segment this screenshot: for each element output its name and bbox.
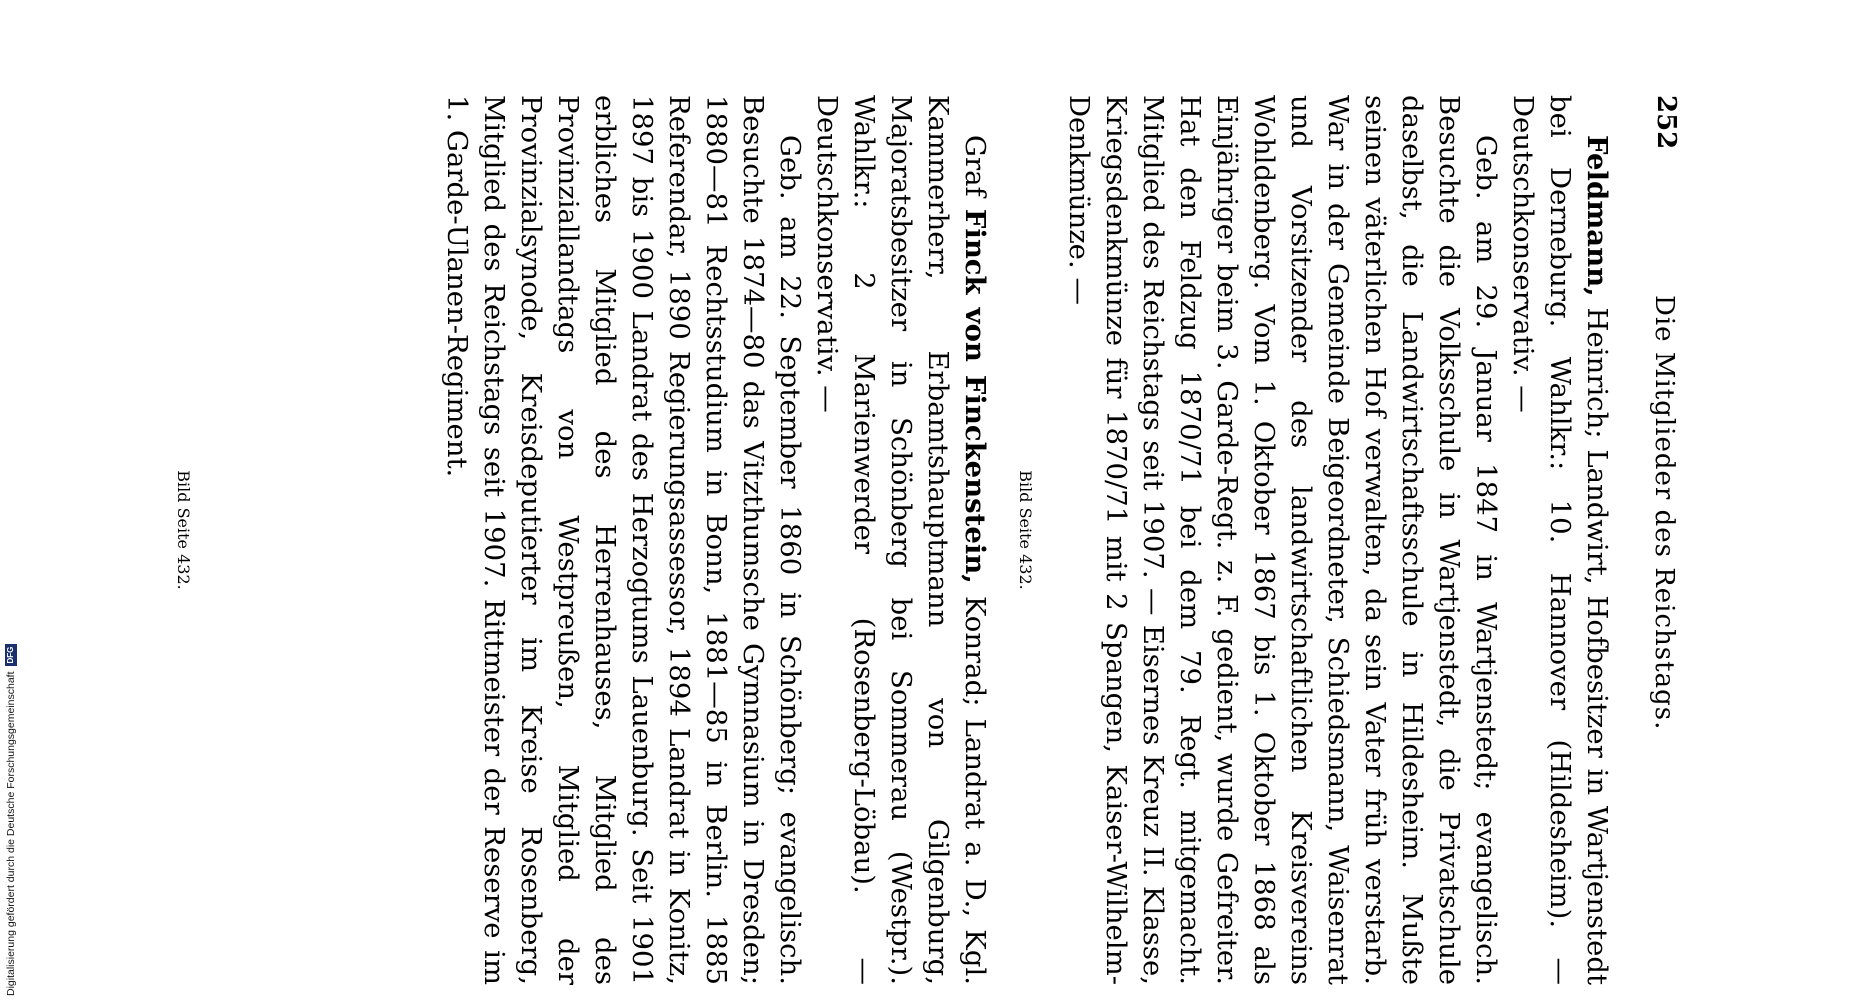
page-header: [1641, 95, 1681, 955]
entry-intro-text: Konrad; Landrat a. D., Kgl. Kammerherr, Erbamtshauptmann von Gilgenburg, Majoratsbesitzer in Schönberg bei Sommerau (Westpr.). Wahlkr.: 2 Marienwerder (Rosenberg-Löbau). — Deutschkonservativ. —: [811, 95, 991, 985]
page-number: 252: [1651, 95, 1681, 150]
entry-intro: [808, 95, 993, 985]
running-title: Die Mitglieder des Reichstags.: [1649, 295, 1679, 731]
entry-name: Feldmann,: [1581, 135, 1613, 297]
biography-entry-finck: [438, 95, 993, 985]
digitization-credit-text: Digitalisierung gefördert durch die Deutsche Forschungsgemeinschaft: [5, 671, 17, 996]
biography-entry-feldmann: [1060, 95, 1615, 985]
entry-intro: [1504, 95, 1615, 985]
entry-title: Graf: [959, 135, 991, 209]
picture-reference: Bild Seite 432.: [174, 470, 193, 590]
entry-intro-text: Heinrich; Landwirt, Hofbesitzer in Wartjenstedt bei Derneburg. Wahlkr.: 10. Hannover (Hildesheim). — Deutschkonservativ. —: [1507, 95, 1613, 985]
entry-name: Finck von Finckenstein,: [959, 208, 991, 584]
entry-body: Geb. am 22. September 1860 in Schönberg; evangelisch. Besuchte 1874—80 das Vitzthumsche Gymnasium in Dresden; 1880—81 Rechtsstudium in Bonn, 1881—85 in Berlin. 1885 Referendar, 1890 Regierungsassessor, 1894 Landrat in Konitz, 1897 bis 1900 Landrat des Herzogtums Lauenburg. Seit 1901 erbliches Mitglied des Herrenhauses, Mitglied des Provinziallandtags von Westpreußen, Mitglied der Provinzialsynode, Kreisdeputierter im Kreise Rosenberg, Mitglied des Reichstags seit 1907. Rittmeister der Reserve im 1. Garde-Ulanen-Regiment.: [441, 95, 806, 985]
entry-body: Geb. am 29. Januar 1847 in Wartjenstedt; evangelisch. Besuchte die Volksschule in Wartjenstedt, die Privatschule daselbst, die Landwirtschaftsschule in Hildesheim. Mußte seinen väterlichen Hof verwalten, da sein Vater früh verstarb. War in der Gemeinde Beigeordneter, Schiedsmann, Waisenrat und Vorsitzender des landwirtschaftlichen Kreisvereins Wohldenberg. Vom 1. Oktober 1867 bis 1. Oktober 1868 als Einjähriger beim 3. Garde-Regt. z. F. gedient, wurde Gefreiter. Hat den Feldzug 1870/71 bei dem 79. Regt. mitgemacht. Mitglied des Reichstags seit 1907. — Eisernes Kreuz II. Klasse, Kriegsdenkmünze für 1870/71 mit 2 Spangen, Kaiser-Wilhelm-Denkmünze. —: [1063, 95, 1502, 985]
dfg-logo-icon: DFG: [5, 644, 17, 667]
picture-reference: Bild Seite 432.: [1016, 470, 1035, 590]
